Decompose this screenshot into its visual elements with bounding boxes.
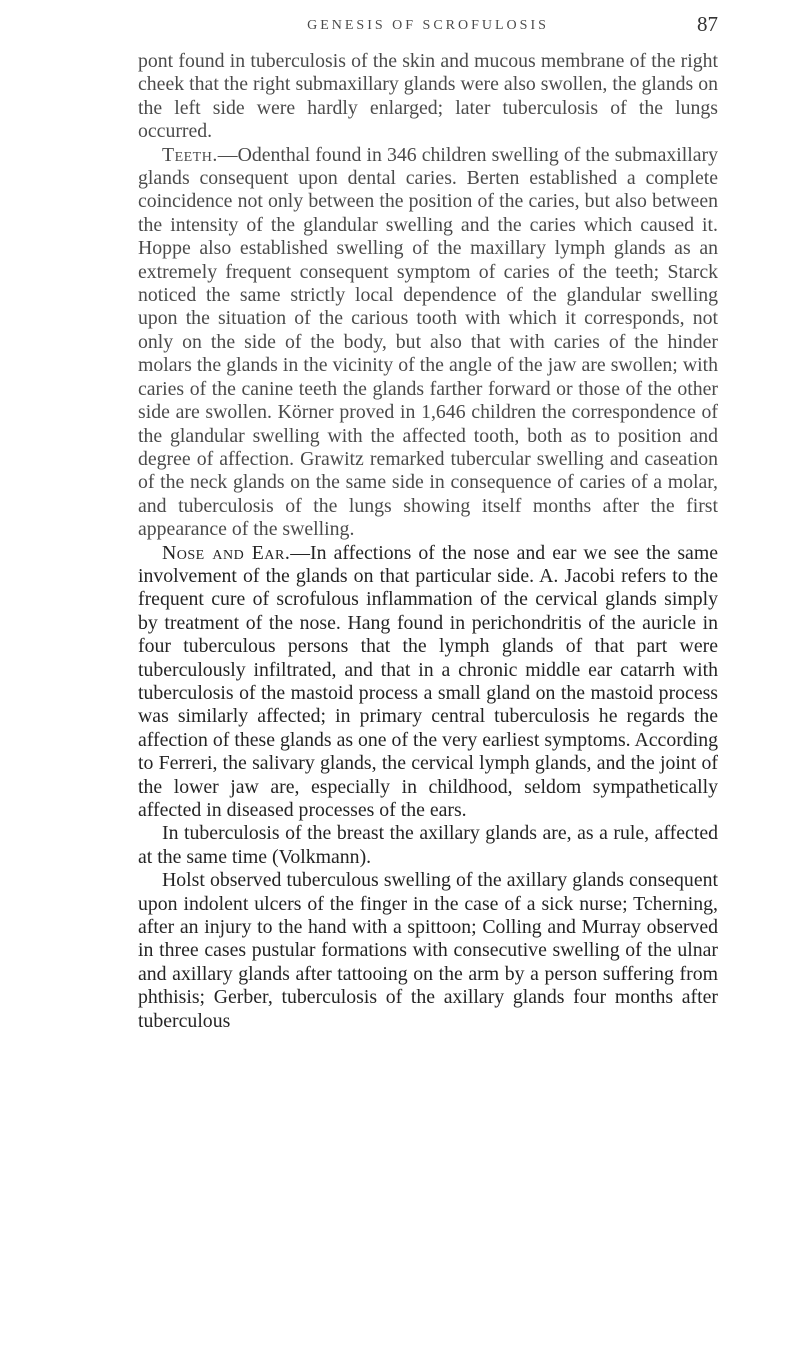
- body-text: [138, 50, 718, 1033]
- book-page: [138, 0, 718, 1033]
- page-number: 87: [697, 12, 718, 36]
- paragraph-axillary: [138, 869, 718, 1033]
- section-lead-nose-and-ear: Nose and Ear.: [162, 541, 291, 564]
- running-title: GENESIS OF SCROFULOSIS: [307, 18, 549, 33]
- running-head: [138, 0, 718, 40]
- paragraph-text: —In affections of the nose and ear we see the same involvement of the glands on that particular side. A. Jacobi refers to the frequent cure of scrofulous inflammation of the cervical glands simply by treatment of the nose. Hang found in perichondritis of the auricle in four tuberculous persons that the lymph glands of that part were tuberculously infiltrated, and that in a chronic middle ear catarrh with tuberculosis of the mastoid process a small gland on the mastoid process was similarly affected; in primary central tuberculosis he regards the affection of these glands as one of the very earliest symptoms. According to Ferreri, the salivary glands, the cervical lymph glands, and the joint of the lower jaw are, especially in childhood, seldom sympathetically affected in diseased processes of the ears.: [138, 541, 718, 821]
- paragraph-text: Holst observed tuberculous swelling of the axillary glands consequent upon indolent ulcers of the finger in the case of a sick nurse; Tcherning, after an injury to the hand with a spittoon; Colling and Murray observed in three cases pustular formations with consecutive swelling of the ulnar and axillary glands after tattooing on the arm by a person suffering from phthisis; Gerber, tuberculosis of the axillary glands four months after tuberculous: [138, 869, 718, 1032]
- paragraph-text: —Odenthal found in 346 children swelling of the submaxillary glands consequent upon dental caries. Berten established a complete coincidence not only between the position of the caries, but also between the intensity of the glandular swelling and the caries which caused it. Hoppe also established swelling of the maxillary lymph glands as an extremely frequent consequent symptom of caries of the teeth; Starck noticed the same strictly local dependence of the glandular swelling upon the situation of the carious tooth with which it corresponds, not only on the side of the body, but also that with caries of the hinder molars the glands in the vicinity of the angle of the jaw are swollen; with caries of the canine teeth the glands farther forward or those of the other side are swollen. Körner proved in 1,646 children the correspondence of the glandular swelling with the affected tooth, both as to position and degree of affection. Grawitz remarked tubercular swelling and caseation of the neck glands on the same side in consequence of caries of a molar, and tuberculosis of the lungs showing itself months after the first appearance of the swelling.: [138, 143, 718, 541]
- upper-section: [138, 50, 718, 542]
- section-lead-teeth: Teeth.: [162, 143, 218, 166]
- paragraph-text: pont found in tuberculosis of the skin and mucous membrane of the right cheek that the right submaxillary glands were also swollen, the glands on the left side were hardly enlarged; later tuberculosis of the lungs occurred.: [138, 50, 718, 143]
- paragraph-nose-and-ear: [138, 542, 718, 823]
- paragraph-text: In tuberculosis of the breast the axillary glands are, as a rule, affected at the same time (Volkmann).: [138, 822, 718, 868]
- lower-section: [138, 542, 718, 1034]
- paragraph-continuation: [138, 50, 718, 144]
- paragraph-teeth: [138, 144, 718, 542]
- paragraph-breast: [138, 822, 718, 869]
